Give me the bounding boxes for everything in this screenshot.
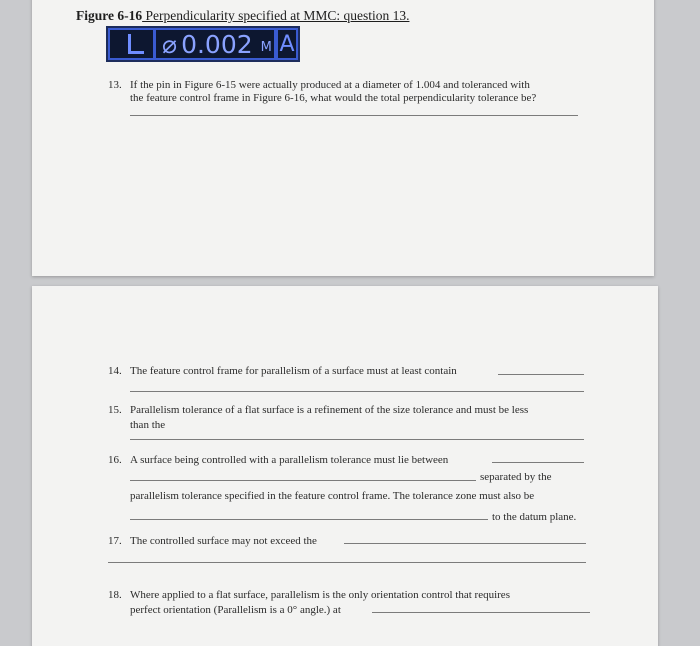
diameter-symbol-icon: ⌀ — [162, 29, 178, 59]
question-number: 14. — [108, 365, 122, 377]
mmc-modifier: M — [260, 39, 272, 55]
question-text: Parallelism tolerance of a flat surface is a refinement of the size tolerance and must be less — [130, 404, 529, 416]
question-number: 17. — [108, 535, 122, 547]
question-16-line4: to the datum plane. — [492, 511, 577, 523]
question-13-line2: the feature control frame in Figure 6-16, what would the total perpendicularity tolerance be? — [130, 92, 537, 104]
perpendicularity-symbol-icon — [108, 28, 154, 60]
question-18-line2: perfect orientation (Parallelism is a 0° angle.) at — [130, 604, 341, 616]
question-number: 13. — [108, 79, 122, 91]
question-number: 16. — [108, 454, 122, 466]
answer-line-18[interactable] — [372, 612, 590, 613]
question-16-line3: parallelism tolerance specified in the feature control frame. The tolerance zone must also be — [130, 490, 535, 502]
answer-line-17a[interactable] — [344, 543, 586, 544]
answer-line-16a[interactable] — [492, 462, 584, 463]
figure-title: Perpendicularity specified at MMC: question 13. — [142, 8, 410, 23]
question-16-line2: separated by the — [480, 471, 552, 483]
answer-line-14a[interactable] — [498, 374, 584, 375]
question-text: Where applied to a flat surface, parallelism is the only orientation control that requires — [130, 589, 510, 601]
figure-number: Figure 6-16 — [76, 8, 143, 23]
answer-line-13[interactable] — [130, 115, 578, 116]
datum-cell: A — [276, 28, 298, 60]
tolerance-cell — [154, 28, 276, 60]
question-text: If the pin in Figure 6-15 were actually produced at a diameter of 1.004 and toleranced with — [130, 79, 530, 91]
answer-line-15[interactable] — [130, 439, 584, 440]
question-number: 18. — [108, 589, 122, 601]
feature-control-frame — [106, 26, 300, 62]
answer-line-16b[interactable] — [130, 480, 476, 481]
question-text: A surface being controlled with a parallelism tolerance must lie between — [130, 454, 449, 466]
answer-line-17b[interactable] — [108, 562, 586, 563]
answer-line-16c[interactable] — [130, 519, 488, 520]
question-number: 15. — [108, 404, 122, 416]
question-15-line2: than the — [130, 419, 166, 431]
tolerance-value: 0.002 — [181, 29, 253, 59]
question-text: The feature control frame for parallelism of a surface must at least contain — [130, 365, 457, 377]
figure-caption — [76, 8, 409, 24]
answer-line-14b[interactable] — [130, 391, 584, 392]
question-text: The controlled surface may not exceed the — [130, 535, 317, 547]
